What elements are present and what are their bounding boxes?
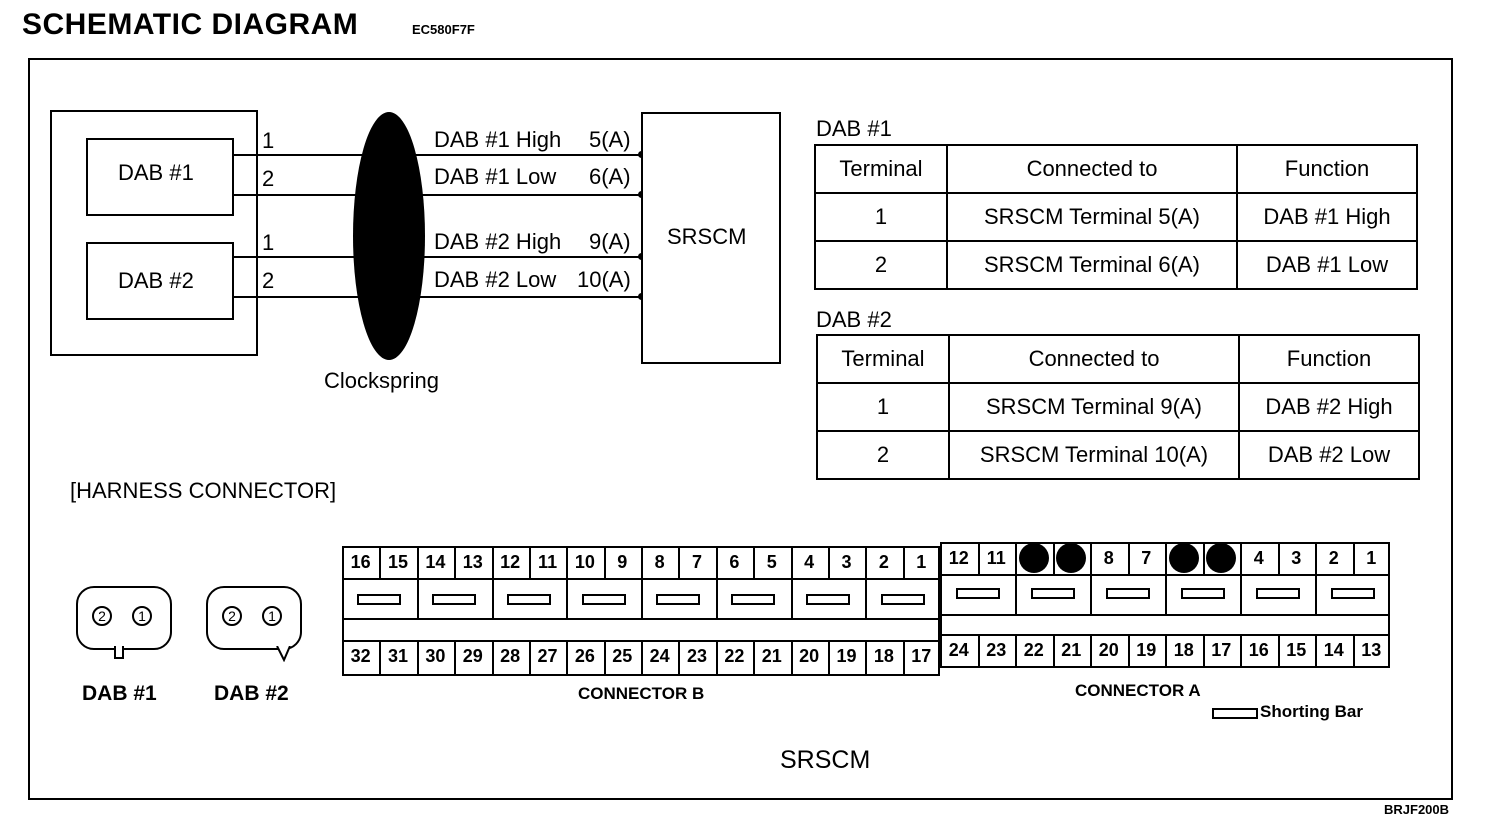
connector-b-pin: 30	[425, 646, 446, 666]
connector-b-pin: 20	[799, 646, 820, 666]
wire-dab2-high	[234, 256, 642, 258]
connector-b-pin: 15	[388, 552, 409, 572]
dab2-label: DAB #2	[118, 268, 194, 293]
connector-cell-divider	[641, 578, 643, 618]
table1-caption: DAB #1	[816, 116, 892, 141]
connector-a-pin: 24	[948, 640, 969, 660]
connector-a-pin: 23	[986, 640, 1007, 660]
connector-divider	[940, 614, 1390, 616]
connector-a-pin: 19	[1136, 640, 1157, 660]
table-cell: DAB #2 Low	[1239, 431, 1419, 479]
dab2-plug-tab	[276, 646, 296, 662]
wire-label-dab1-low: DAB #1 Low	[434, 164, 557, 189]
dab2-plug-label: DAB #2	[214, 682, 289, 705]
harness-title: [HARNESS CONNECTOR]	[70, 478, 337, 503]
wire-term-dab1-low: 6(A)	[589, 164, 631, 189]
connector-cell-divider	[1165, 542, 1167, 574]
connector-a-pin: 15	[1286, 640, 1307, 660]
connector-cell-divider	[1165, 574, 1167, 614]
connector-cell-divider	[865, 578, 867, 618]
connector-cell-divider	[1015, 574, 1017, 614]
connector-b-pin: 22	[724, 646, 745, 666]
connector-a-pin: 13	[1361, 640, 1382, 660]
wire-term-dab2-high: 9(A)	[589, 229, 631, 254]
table-cell: DAB #1 High	[1237, 193, 1417, 241]
wire-term-dab2-low: 10(A)	[577, 267, 631, 292]
connector-b-pin: 25	[612, 646, 633, 666]
connector-cell-divider	[417, 578, 419, 618]
connector-b-pin: 7	[692, 552, 703, 572]
shorting-bar	[357, 594, 401, 605]
connector-cell-divider	[1090, 574, 1092, 614]
connector-b-pin: 12	[500, 552, 521, 572]
dab2-plug-pin1: 1	[262, 606, 282, 626]
connector-b-pin: 5	[766, 552, 777, 572]
clockspring-shape	[350, 110, 428, 362]
dab1-plug-label: DAB #1	[82, 682, 157, 705]
shorting-bar	[881, 594, 925, 605]
wire-label-dab2-high: DAB #2 High	[434, 229, 562, 254]
connector-b-pin: 17	[911, 646, 932, 666]
connector-b-pin: 6	[729, 552, 740, 572]
connector-b-pin: 26	[574, 646, 595, 666]
shorting-bar	[656, 594, 700, 605]
shorting-bar	[731, 594, 775, 605]
dab1-plug	[76, 586, 172, 650]
table-header: Terminal	[817, 335, 949, 383]
connector-b-pin: 19	[836, 646, 857, 666]
dab1-pin2: 2	[262, 166, 275, 191]
clockspring-label: Clockspring	[324, 368, 439, 393]
dab1-pin1: 1	[262, 128, 275, 153]
table-cell: DAB #1 Low	[1237, 241, 1417, 289]
connector-a-pin: 7	[1141, 548, 1152, 568]
table-cell: DAB #2 High	[1239, 383, 1419, 431]
connector-a-pin: 17	[1211, 640, 1232, 660]
connector-a-pin: 8	[1103, 548, 1114, 568]
table-header: Terminal	[815, 145, 947, 193]
connector-a-pin: 1	[1366, 548, 1377, 568]
shorting-bar	[1031, 588, 1075, 599]
shorting-bar	[1331, 588, 1375, 599]
blocked-cavity	[1019, 543, 1049, 573]
connector-a-pin: 11	[986, 548, 1006, 568]
connector-b-pin: 32	[350, 646, 371, 666]
connector-cell-divider	[1203, 542, 1205, 574]
connector-a-label: CONNECTOR A	[1075, 681, 1201, 700]
connector-b-pin: 27	[537, 646, 558, 666]
connector-a-pin: 16	[1248, 640, 1269, 660]
connector-a-pin: 4	[1253, 548, 1264, 568]
wire-dab1-low	[234, 194, 642, 196]
connector-b-pin: 21	[761, 646, 782, 666]
connector-b-pin: 8	[654, 552, 665, 572]
connector-cell-divider	[1315, 574, 1317, 614]
connector-cell-divider	[716, 578, 718, 618]
connector-b-pin: 4	[804, 552, 815, 572]
shorting-bar-legend-icon	[1212, 708, 1258, 719]
connector-cell-divider	[1240, 574, 1242, 614]
connector-a-pin: 20	[1098, 640, 1119, 660]
dab2-pin1: 1	[262, 230, 275, 255]
dab1-plug-tab	[114, 646, 134, 660]
connector-cell-divider	[1053, 542, 1055, 574]
shorting-bar	[1256, 588, 1300, 599]
table-header: Connected to	[949, 335, 1239, 383]
table-cell: 2	[817, 431, 949, 479]
connector-b-pin: 10	[574, 552, 595, 572]
figure-code: BRJF200B	[1384, 802, 1450, 817]
table-header: Function	[1239, 335, 1419, 383]
connector-divider	[342, 618, 940, 620]
wire-label-dab2-low: DAB #2 Low	[434, 267, 557, 292]
shorting-bar	[582, 594, 626, 605]
connector-b-pin: 16	[350, 552, 371, 572]
connector-b-pin: 11	[538, 552, 558, 572]
table-header: Connected to	[947, 145, 1237, 193]
connector-b-pin: 14	[425, 552, 446, 572]
srscm-label: SRSCM	[667, 224, 747, 249]
table-cell: SRSCM Terminal 10(A)	[949, 431, 1239, 479]
table-cell: 2	[815, 241, 947, 289]
wire-term-dab1-high: 5(A)	[589, 127, 631, 152]
dab1-plug-pin1: 1	[132, 606, 152, 626]
connector-a-pin: 12	[948, 548, 969, 568]
connector-cell-divider	[791, 578, 793, 618]
dab1-terminal-table	[814, 144, 1418, 290]
shorting-bar	[956, 588, 1000, 599]
dab1-label: DAB #1	[118, 160, 194, 185]
table-cell: SRSCM Terminal 9(A)	[949, 383, 1239, 431]
table-cell: 1	[815, 193, 947, 241]
connector-b-pin: 29	[462, 646, 483, 666]
dab2-plug-pin2: 2	[222, 606, 242, 626]
connector-b-pin: 2	[878, 552, 889, 572]
connector-b-pin: 23	[687, 646, 708, 666]
wire-dab2-low	[234, 296, 642, 298]
shorting-bar	[1106, 588, 1150, 599]
dab2-terminal-table	[816, 334, 1420, 480]
dab1-plug-pin2: 2	[92, 606, 112, 626]
connector-b-pin: 3	[841, 552, 852, 572]
connector-a-pin: 2	[1328, 548, 1339, 568]
table-cell: SRSCM Terminal 5(A)	[947, 193, 1237, 241]
connector-a-pin: 18	[1173, 640, 1194, 660]
wire-dab1-high	[234, 154, 642, 156]
connector-a-pin: 14	[1323, 640, 1344, 660]
blocked-cavity	[1169, 543, 1199, 573]
srscm-bottom-label: SRSCM	[780, 746, 871, 774]
table-header: Function	[1237, 145, 1417, 193]
table2-caption: DAB #2	[816, 307, 892, 332]
page-title: SCHEMATIC DIAGRAM	[22, 8, 359, 41]
shorting-bar	[1181, 588, 1225, 599]
connector-b-pin: 13	[462, 552, 483, 572]
connector-b-label: CONNECTOR B	[578, 684, 705, 703]
connector-a-pin: 3	[1291, 548, 1302, 568]
table-cell: SRSCM Terminal 6(A)	[947, 241, 1237, 289]
dab2-plug	[206, 586, 302, 650]
connector-b-pin: 24	[649, 646, 670, 666]
connector-cell-divider	[1015, 542, 1017, 574]
connector-b-pin: 18	[873, 646, 894, 666]
connector-b-pin: 28	[500, 646, 521, 666]
connector-b-pin: 1	[916, 552, 927, 572]
wire-label-dab1-high: DAB #1 High	[434, 127, 562, 152]
connector-cell-divider	[566, 578, 568, 618]
connector-a-pin: 22	[1023, 640, 1044, 660]
table-cell: 1	[817, 383, 949, 431]
dab2-pin2: 2	[262, 268, 275, 293]
connector-cell-divider	[492, 578, 494, 618]
connector-b-pin: 9	[617, 552, 628, 572]
shorting-bar	[432, 594, 476, 605]
document-code: EC580F7F	[412, 22, 475, 37]
shorting-bar-legend-label: Shorting Bar	[1260, 702, 1363, 721]
connector-a-pin: 21	[1061, 640, 1082, 660]
connector-b-pin: 31	[388, 646, 409, 666]
shorting-bar	[806, 594, 850, 605]
shorting-bar	[507, 594, 551, 605]
